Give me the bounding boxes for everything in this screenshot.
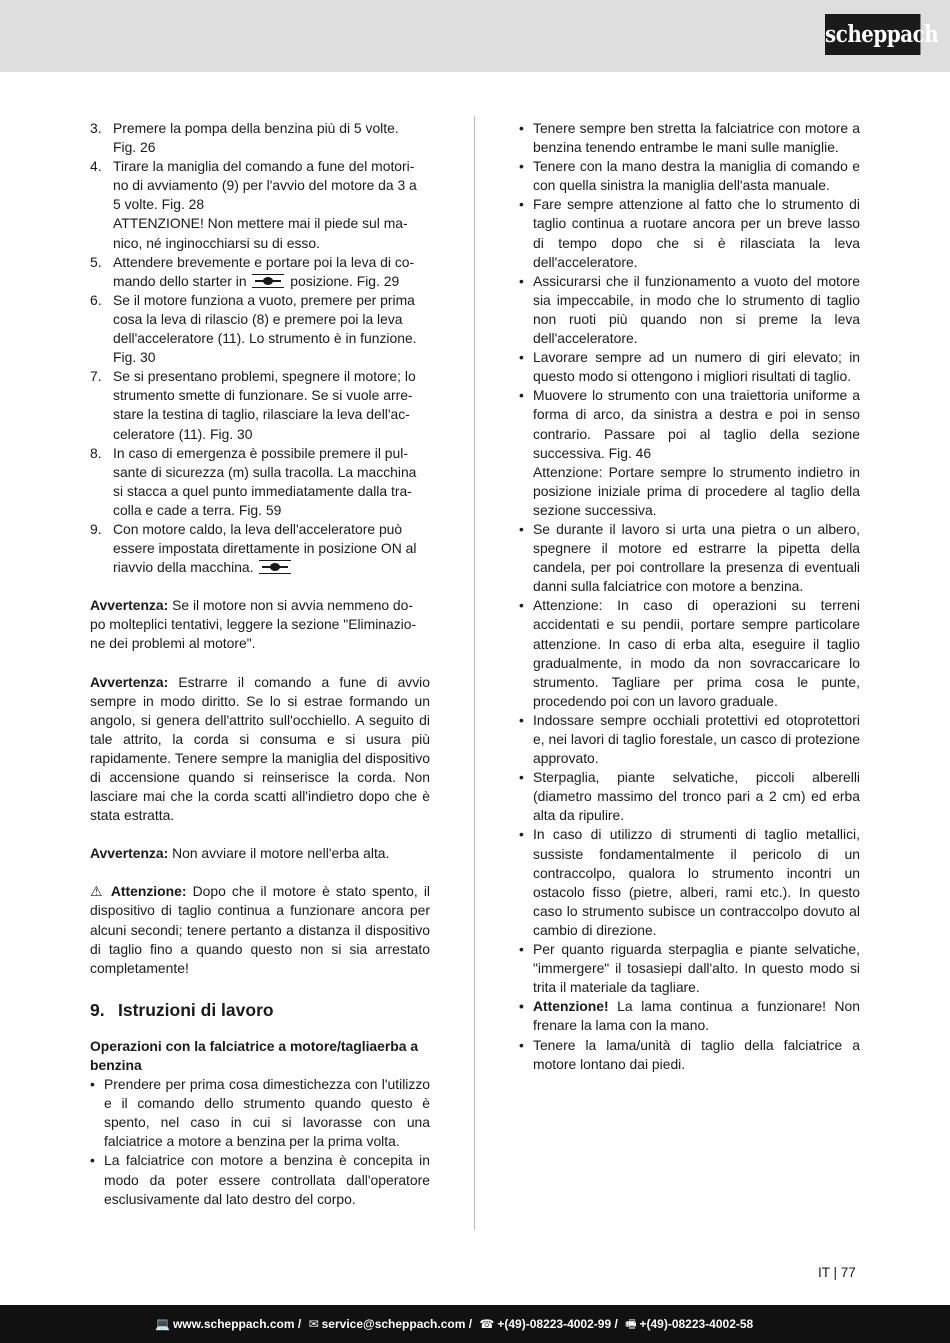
column-divider xyxy=(474,116,475,1230)
list-item: • Tenere con la mano destra la maniglia di comando e con quella sinistra la maniglia dell'asta manuale. xyxy=(519,158,860,194)
warning-triangle-icon: ⚠ xyxy=(90,883,105,900)
step-8: 8. In caso di emergenza è possibile premere il pul- sante di sicurezza (m) sulla tracolla. La macchina si stacca a quel punto immediatamente dalla tra- colla e cade a terra. Fig. 59 xyxy=(90,444,417,518)
warning-blade-runout: ⚠ Attenzione: Dopo che il motore è stato spento, il dispositivo di taglio continua a funzionare ancora per alcuni secondi; tenere pertanto a distanza il dispositivo di taglio fino a quando questo non si sia arrestato completamente! xyxy=(90,883,431,976)
list-item: • In caso di utilizzo di strumenti di taglio metallici, sussiste fondamentalmente il pericolo di un contraccolpo, qualora lo strumento incontri un ostacolo fisso (pietre, alberi, rami etc.). In questo caso lo strumento subisce un contraccolpo dovuto al cambio di direzione. xyxy=(519,826,860,938)
note-tall-grass: Avvertenza: Non avviare il motore nell'erba alta. xyxy=(90,845,390,862)
step-7: 7. Se si presentano problemi, spegnere il motore; lo strumento smette di funzionare. Se si vuole arre- stare la testina di taglio, rilasciare la leva dell'ac- celeratore (11). Fig. 30 xyxy=(90,368,416,442)
step-9: 9. Con motore caldo, la leva dell'acceleratore può essere impostata direttamente in posizione ON al riavvio della macchina. xyxy=(90,520,417,576)
website-link[interactable]: www.scheppach.com / xyxy=(172,1317,302,1331)
page-number: IT | 77 xyxy=(818,1265,856,1280)
step-5: 5. Attendere brevemente e portare poi la leva di co- mando dello starter in posizione. Fig. 29 xyxy=(90,253,415,289)
header-band xyxy=(0,0,950,72)
computer-icon: 💻 xyxy=(155,1317,170,1331)
mail-icon: ✉ xyxy=(308,1317,319,1331)
list-item: • Tenere sempre ben stretta la falciatrice con motore a benzina tenendo entrambe le mani sulle maniglie. xyxy=(519,120,860,156)
list-item: • Sterpaglia, piante selvatiche, piccoli alberelli (diametro massimo del tronco pari a 2 cm) ed erba alta da ripulire. xyxy=(519,769,860,824)
list-item: • Se durante il lavoro si urta una pietra o un albero, spegnere il motore ed estrarre la pipetta della candela, per poi controllare la presenza di eventuali danni sulla falciatrice con motore a benzina. xyxy=(519,520,860,595)
list-item: • Muovere lo strumento con una traiettoria uniforme a forma di arco, da sinistra a destra e poi in senso contrario. Passare poi al taglio della sezione successiva. Fig. 46 Attenzione: Portare sempre lo strumento indietro in posizione iniziale prima di procedere al taglio della sezione successiva. xyxy=(519,387,860,518)
list-item: • Fare sempre attenzione al fatto che lo strumento di taglio continua a ruotare ancora per un breve lasso di tempo dopo che si è rilasciata la leva dell'acceleratore. xyxy=(519,196,860,270)
left-column xyxy=(90,119,430,1209)
phone-icon: ☎ xyxy=(479,1317,495,1331)
throttle-lever-icon xyxy=(259,560,291,574)
list-item: • Tenere la lama/unità di taglio della falciatrice a motore lontano dai piedi. xyxy=(519,1036,860,1072)
note-restart: Avvertenza: Se il motore non si avvia nemmeno do- po molteplici tentativi, leggere la sezione "Eliminazio- ne dei problemi al motore". xyxy=(90,597,417,652)
note-pull-cord: Avvertenza: Estrarre il comando a fune di avvio sempre in modo diritto. Se lo si estrae formando un angolo, si genera dell'attrito sull'occhiello. A seguito di tale attrito, la corda si consuma e si usura più rapidamente. Tenere sempre la maniglia del dispositivo di accensione quando si reinserisce la corda. Non lasciare mai che la corda scatti all'indietro dopo che è stata estratta. xyxy=(90,673,430,824)
list-item: • Assicurarsi che il funzionamento a vuoto del motore sia impeccabile, in modo che lo strumento di taglio non ruoti più quando non si preme la leva dell'acceleratore. xyxy=(519,272,860,347)
fax-number: +(49)-08223-4002-58 xyxy=(639,1317,754,1331)
arc-note: Attenzione: Portare sempre lo strumento indietro in posizione iniziale prima di procedere al taglio della sezione successiva. xyxy=(533,463,860,518)
brand-logo: scheppach xyxy=(825,14,920,55)
fax-icon: 🖷 xyxy=(625,1317,637,1331)
step-4: 4. Tirare la maniglia del comando a fune del motori- no di avviamento (9) per l'avvio del motore da 3 a 5 volte. Fig. 28 ATTENZIONE! Non mettere mai il piede sul ma- nico, né inginocchiarsi su di esso. xyxy=(90,158,417,251)
email-link[interactable]: service@scheppach.com / xyxy=(321,1317,473,1331)
subheading: Operazioni con la falciatrice a motore/tagliaerba a benzina xyxy=(90,1037,419,1073)
step-3: 3. Premere la pompa della benzina più di 5 volte. Fig. 26 xyxy=(90,120,399,156)
list-item: • La falciatrice con motore a benzina è concepita in modo da poter essere controllata dall'operatore esclusivamente dal lato destro del corpo. xyxy=(90,1152,430,1207)
starter-lever-icon xyxy=(252,274,284,288)
list-item: • Attenzione: In caso di operazioni su terreni accidentati e su pendii, portare sempre particolare attenzione. In caso di erba alta, eseguire il taglio gradualmente, in modo da non sovraccaricare lo strumento. Tagliare per prima cosa le punte, procedendo poi con un lavoro graduale. xyxy=(519,597,860,709)
step-6: 6. Se il motore funziona a vuoto, premere per prima cosa la leva di rilascio (8) e premere poi la leva dell'acceleratore (11). Lo strumento è in funzione. Fig. 30 xyxy=(90,291,417,366)
section-heading: 9. Istruzioni di lavoro xyxy=(90,999,274,1020)
right-column xyxy=(519,119,860,1074)
list-item-blade-warning: • Attenzione! La lama continua a funzionare! Non frenare la lama con la mano. xyxy=(519,998,860,1034)
list-item: • Prendere per prima cosa dimestichezza con l'utilizzo e il comando dello strumento quando questo è spento, nel caso in cui si lavorasse con una falciatrice a motore a benzina per la prima volta. xyxy=(90,1076,430,1150)
list-item: • Lavorare sempre ad un numero di giri elevato; in questo modo si ottengono i migliori risultati di taglio. xyxy=(519,349,860,385)
phone-number: +(49)-08223-4002-99 / xyxy=(497,1317,618,1331)
list-item: • Per quanto riguarda sterpaglia e piante selvatiche, "immergere" il tosasiepi dall'alto. In questo modo si trita il materiale da tagliare. xyxy=(519,941,860,996)
list-item: • Indossare sempre occhiali protettivi ed otoprotettori e, nei lavori di taglio forestale, un casco di protezione approvato. xyxy=(519,711,860,767)
footer-contact-bar xyxy=(0,1305,950,1343)
